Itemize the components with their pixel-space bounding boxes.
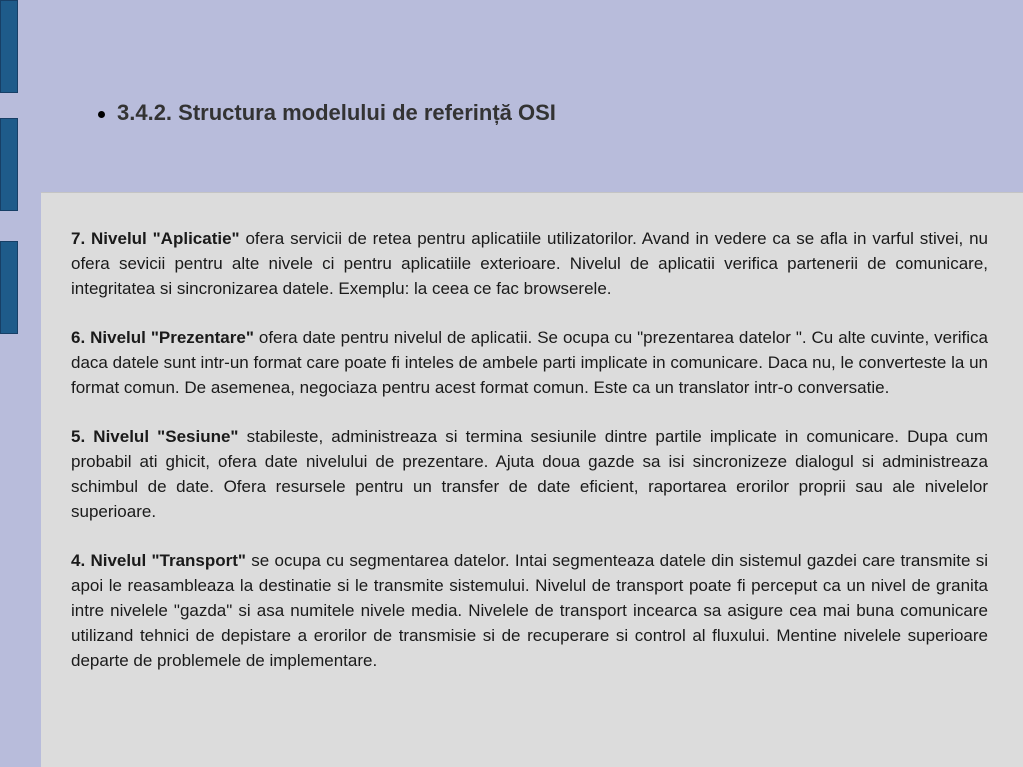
bullet-icon	[98, 111, 105, 118]
paragraph-text: se ocupa cu segmentarea datelor. Intai segmenteaza datele din sistemul gazdei care transmite si apoi le reasambleaza la destinatie si le transmite sistemului. Nivelul de transport poate fi perceput ca un nivel de granita intre nivelele "gazda" si asa numitele nivele media. Nivelele de transport incearca sa asigure cea mai buna comunicare utilizand tehnici de depistare a erorilor de transmisie si de recuperare si control al fluxului. Mentine nivelele superioare departe de problemele de implementare.	[71, 551, 988, 670]
paragraph-layer-4	[71, 548, 988, 673]
paragraph-layer-5	[71, 424, 988, 524]
slide-title: 3.4.2. Structura modelului de referință OSI	[117, 100, 556, 125]
paragraph-heading: 4. Nivelul "Transport"	[71, 551, 246, 570]
side-decoration-bar-bottom	[0, 241, 18, 334]
paragraph-layer-6	[71, 325, 988, 400]
content-text	[71, 226, 988, 697]
paragraph-layer-7	[71, 226, 988, 301]
paragraph-text: ofera servicii de retea pentru aplicatiile utilizatorilor. Avand in vedere ca se afla in varful stivei, nu ofera sevicii pentru alte nivele ci pentru aplicatiile exterioare. Nivelul de aplicatii verifica partenerii de comunicare, integritatea si sincronizarea datele. Exemplu: la ceea ce fac browserele.	[71, 229, 989, 298]
paragraph-heading: 5. Nivelul "Sesiune"	[71, 427, 239, 446]
paragraph-text: ofera date pentru nivelul de aplicatii. Se ocupa cu "prezentarea datelor ". Cu alte cuvinte, verifica daca datele sunt intr-un format care poate fi inteles de ambele parti implicate in comunicare. Daca nu, le converteste la un format comun. De asemenea, negociaza pentru acest format comun. Este ca un translator intr-o conversatie.	[71, 328, 988, 397]
paragraph-heading: 7. Nivelul "Aplicatie"	[71, 229, 240, 248]
paragraph-text: stabileste, administreaza si termina sesiunile dintre partile implicate in comunicare. Dupa cum probabil ati ghicit, ofera date nivelului de prezentare. Ajuta doua gazde sa isi sincronizeze dialogul si administreaza schimbul de date. Ofera resursele pentru un transfer de date eficient, raportarea erorilor proprii sau ale nivelelor superioare.	[71, 427, 988, 521]
paragraph-heading: 6. Nivelul "Prezentare"	[71, 328, 254, 347]
slide-title-row	[98, 100, 556, 126]
content-panel	[41, 192, 1023, 767]
side-decoration-bar-middle	[0, 118, 18, 211]
side-decoration-bar-top	[0, 0, 18, 93]
